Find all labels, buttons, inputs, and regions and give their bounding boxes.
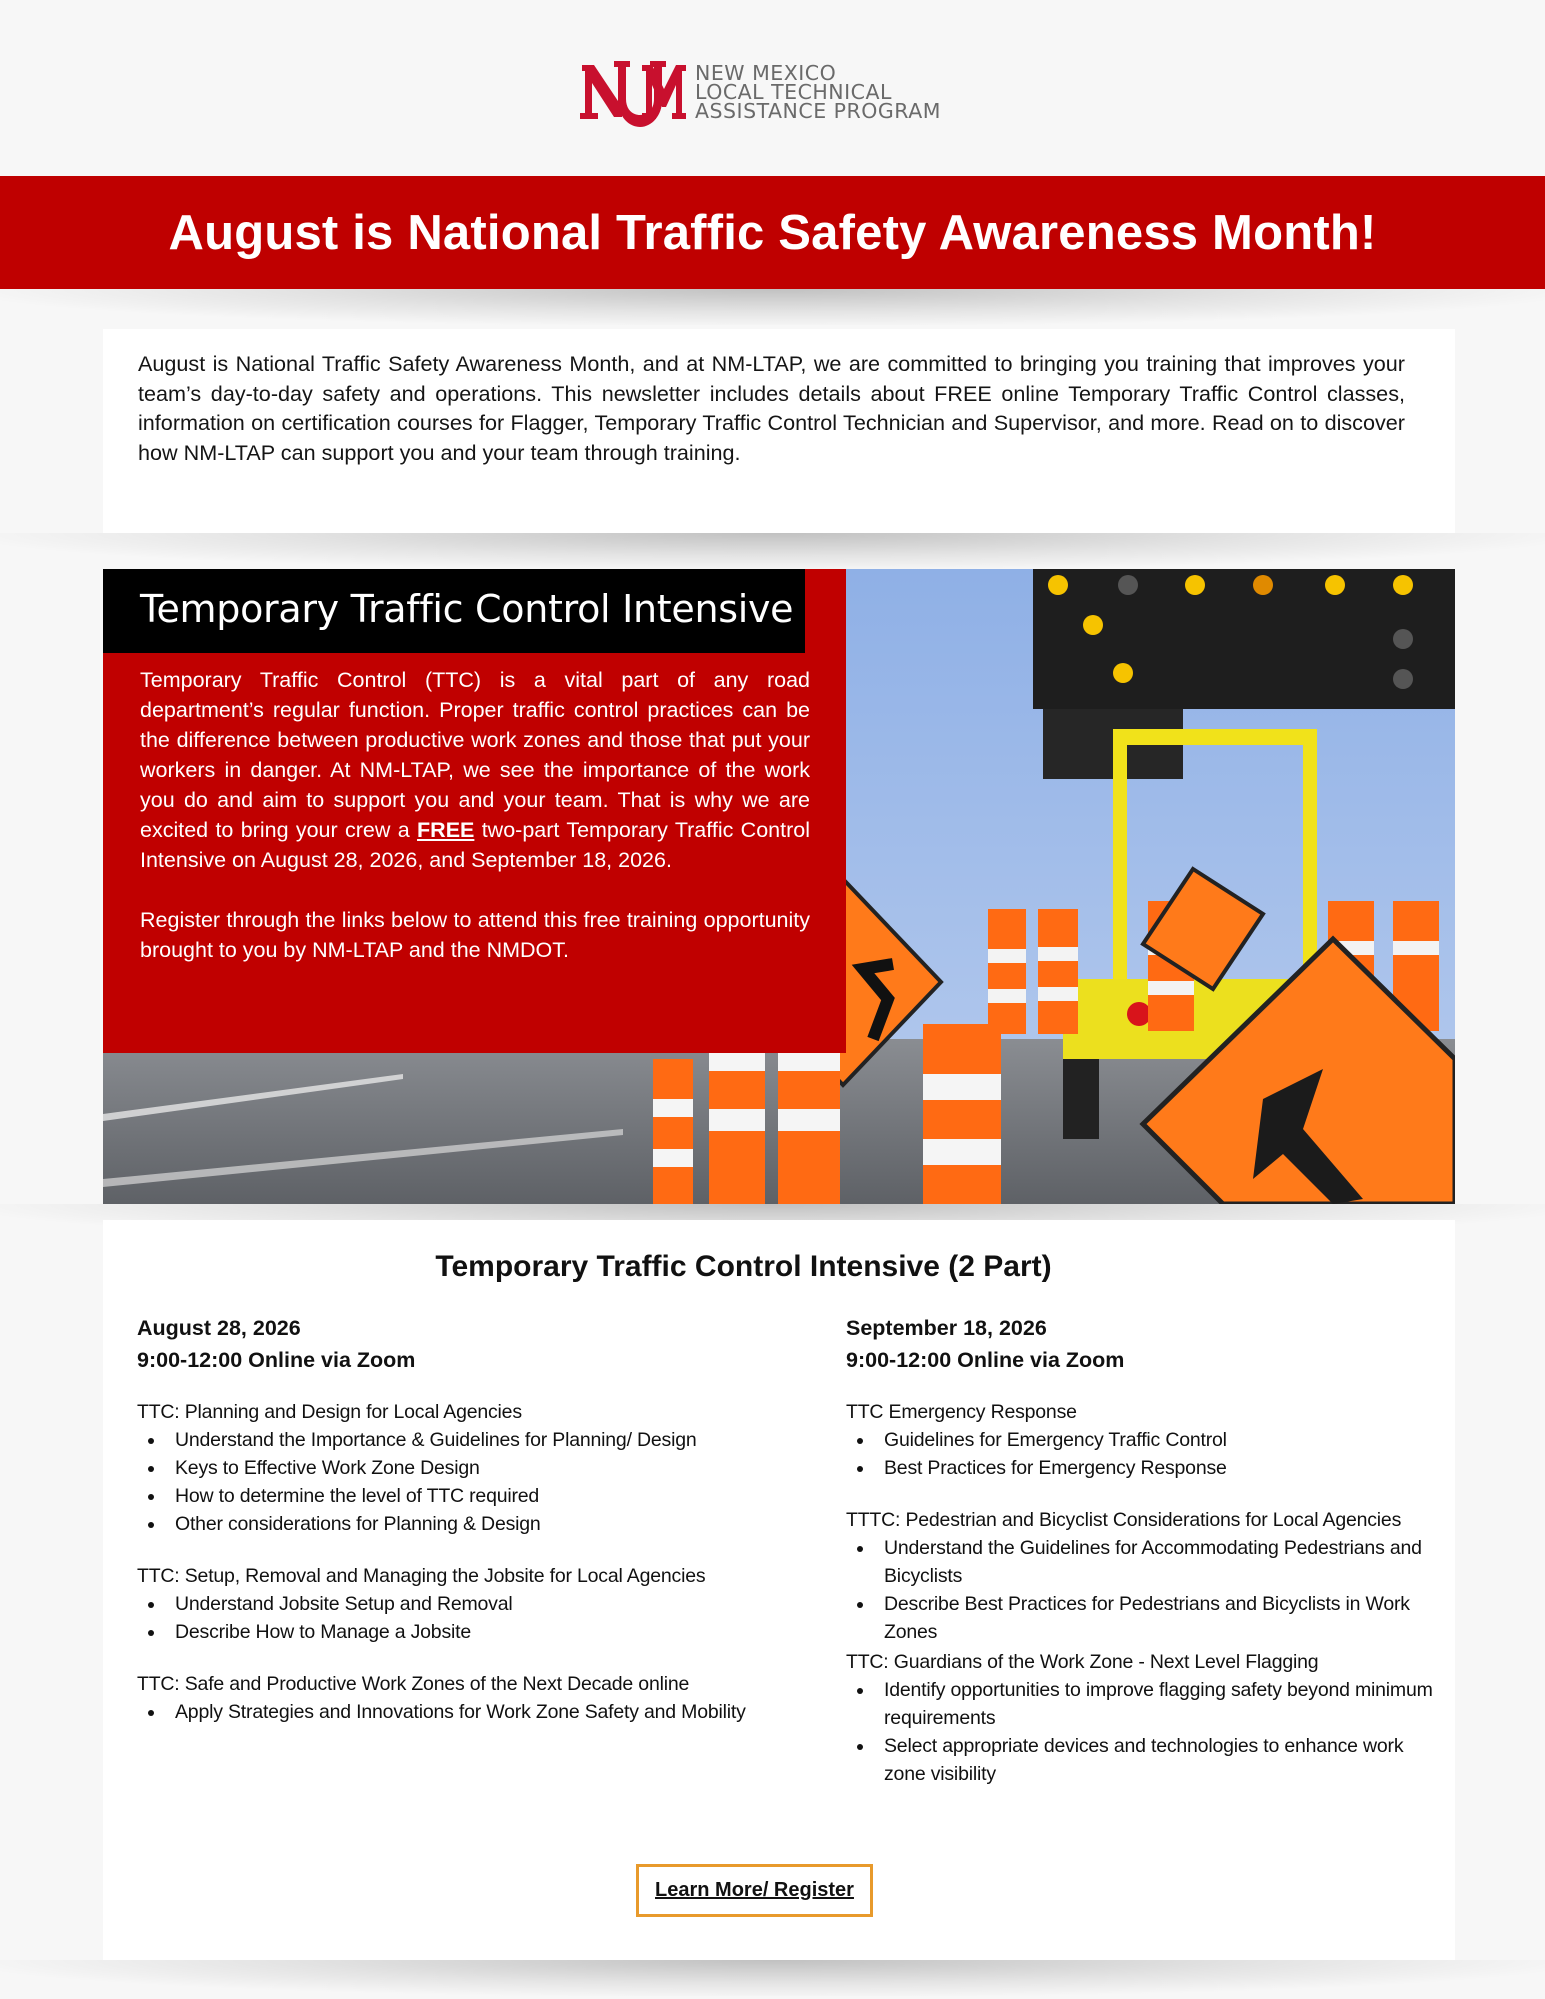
page-title: August is National Traffic Safety Awareness Month! [168, 205, 1377, 260]
list-item: Other considerations for Planning & Design [137, 1510, 777, 1538]
hero-paragraph-1 [140, 665, 810, 875]
list-item: Understand Jobsite Setup and Removal [137, 1590, 777, 1618]
register-button[interactable] [636, 1864, 873, 1917]
list-item: Understand the Importance & Guidelines for Planning/ Design [137, 1426, 777, 1454]
session-block [137, 1562, 777, 1646]
session-topics [137, 1698, 777, 1726]
session-title: TTTC: Pedestrian and Bicyclist Considerations for Local Agencies [846, 1509, 1402, 1531]
session-topics [137, 1426, 777, 1538]
session-column-september [846, 1312, 1436, 1788]
hero-paragraph-2: Register through the links below to attend this free training opportunity brought to you by NM-LTAP and the NMDOT. [140, 908, 810, 962]
session-time: 9:00-12:00 Online via Zoom [137, 1348, 416, 1372]
session-block [846, 1506, 1436, 1646]
logo-line-1: NEW MEXICO [695, 60, 837, 85]
session-title: TTC: Safe and Productive Work Zones of the Next Decade online [137, 1673, 690, 1695]
hero-body [140, 665, 810, 965]
hero-paragraph-1-start: Temporary Traffic Control (TTC) is a vital part of any road department’s regular function. Proper traffic control practices can be the difference between productive work zones and those that put your workers in danger. At NM-LTAP, we see the importance of the work you do and aim to support you and your team. That is why we are excited to bring your crew a [140, 668, 810, 842]
session-title: TTC: Planning and Design for Local Agencies [137, 1401, 522, 1423]
session-block [137, 1670, 777, 1726]
session-date: August 28, 2026 [137, 1316, 301, 1340]
list-item: Understand the Guidelines for Accommodating Pedestrians and Bicyclists [846, 1534, 1436, 1590]
intro-shadow [0, 533, 1545, 569]
schedule-card [103, 1220, 1455, 1960]
session-title: TTC: Setup, Removal and Managing the Jobsite for Local Agencies [137, 1565, 706, 1587]
nm-ltap-logo [580, 52, 1000, 132]
list-item: Describe Best Practices for Pedestrians and Bicyclists in Work Zones [846, 1590, 1436, 1646]
session-topics [846, 1534, 1436, 1646]
hero-text-panel [103, 569, 846, 1053]
session-date: September 18, 2026 [846, 1316, 1047, 1340]
list-item: Identify opportunities to improve flagging safety beyond minimum requirements [846, 1676, 1436, 1732]
logo-line-3: ASSISTANCE PROGRAM [695, 98, 941, 123]
register-link[interactable]: Learn More/ Register [655, 1879, 854, 1901]
session-topics [846, 1426, 1436, 1482]
intro-card [103, 329, 1455, 533]
logo-wordmark [695, 60, 941, 123]
session-title: TTC: Guardians of the Work Zone - Next Level Flagging [846, 1651, 1319, 1673]
list-item: Keys to Effective Work Zone Design [137, 1454, 777, 1482]
hero-title: Temporary Traffic Control Intensive [103, 569, 805, 653]
logo-line-2: LOCAL TECHNICAL [695, 79, 892, 104]
free-emphasis: FREE [417, 818, 475, 842]
hero-section [103, 569, 1455, 1204]
session-topics [137, 1590, 777, 1646]
list-item: How to determine the level of TTC required [137, 1482, 777, 1510]
list-item: Describe How to Manage a Jobsite [137, 1618, 777, 1646]
session-block [846, 1648, 1436, 1788]
session-time: 9:00-12:00 Online via Zoom [846, 1348, 1125, 1372]
title-banner [0, 176, 1545, 289]
session-topics [846, 1676, 1436, 1788]
schedule-shadow [0, 1960, 1545, 1996]
session-block [846, 1398, 1436, 1482]
schedule-title: Temporary Traffic Control Intensive (2 Part) [435, 1250, 1052, 1283]
unm-logo-icon [580, 55, 687, 129]
hero-paragraph-1-end: two-part Temporary Traffic Control Intensive on August 28, 2026, and September 18, 2026. [140, 818, 810, 872]
list-item: Apply Strategies and Innovations for Work Zone Safety and Mobility [137, 1698, 777, 1726]
session-title: TTC Emergency Response [846, 1401, 1077, 1423]
intro-text: August is National Traffic Safety Awareness Month, and at NM-LTAP, we are committed to bringing you training that improves your team’s day-to-day safety and operations. This newsletter includes details about FREE online Temporary Traffic Control classes, information on certification courses for Flagger, Temporary Traffic Control Technician and Supervisor, and more. Read on to discover how NM-LTAP can support you and your team through training. [138, 351, 1405, 465]
session-block [137, 1398, 777, 1538]
list-item: Guidelines for Emergency Traffic Control [846, 1426, 1436, 1454]
list-item: Best Practices for Emergency Response [846, 1454, 1436, 1482]
session-column-august [137, 1312, 777, 1726]
banner-shadow [0, 289, 1545, 325]
list-item: Select appropriate devices and technologies to enhance work zone visibility [846, 1732, 1436, 1788]
